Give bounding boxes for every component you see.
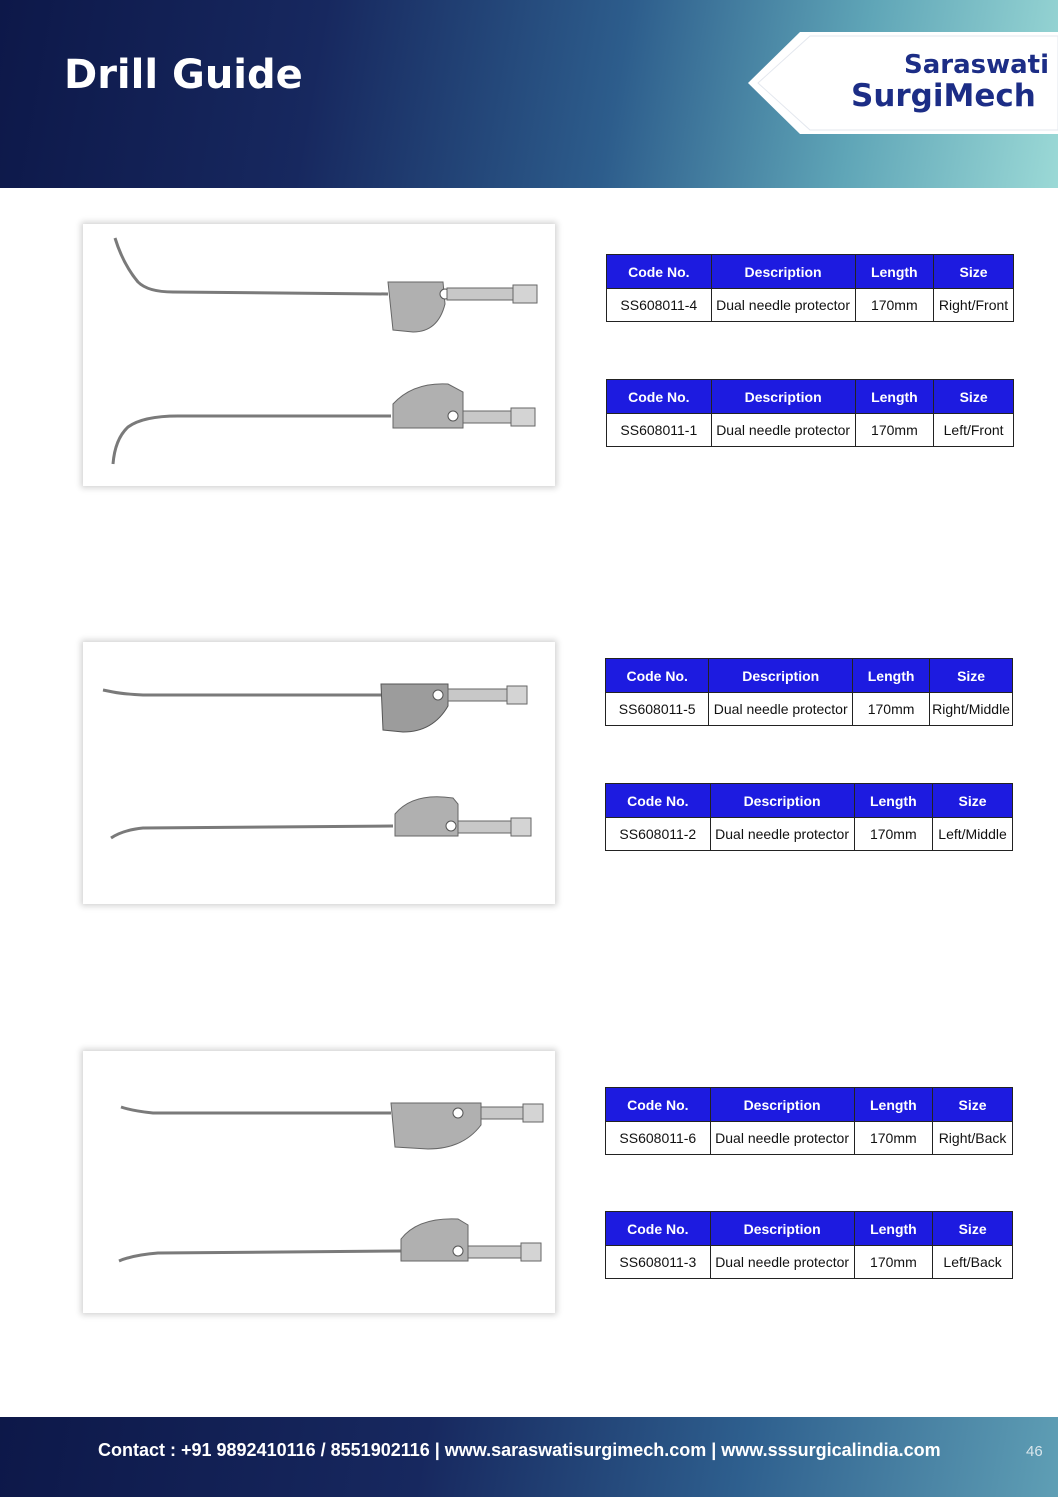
cell-description: Dual needle protector bbox=[711, 414, 855, 447]
header-description: Description bbox=[710, 1088, 854, 1122]
header-length: Length bbox=[855, 380, 934, 414]
header-size: Size bbox=[933, 1088, 1013, 1122]
table-row bbox=[607, 414, 1014, 447]
cell-length: 170mm bbox=[853, 693, 930, 726]
drill-guide-left-front bbox=[113, 384, 535, 464]
table-row bbox=[606, 1122, 1013, 1155]
cell-code: SS608011-1 bbox=[607, 414, 712, 447]
drill-guide-left-middle bbox=[111, 797, 531, 838]
header-size: Size bbox=[933, 784, 1013, 818]
contact-info: Contact : +91 9892410116 / 8551902116 | www.saraswatisurgimech.com | www.sssurgicalindia.com bbox=[98, 1440, 941, 1460]
drill-guide-left-back bbox=[119, 1219, 541, 1261]
header-description: Description bbox=[709, 659, 853, 693]
header-code-no: Code No. bbox=[606, 1212, 711, 1246]
header-description: Description bbox=[711, 255, 855, 289]
cell-code: SS608011-2 bbox=[606, 818, 711, 851]
cell-description: Dual needle protector bbox=[710, 1246, 854, 1279]
logo-text-surgimech: SurgiMech bbox=[851, 78, 1036, 114]
cell-code: SS608011-6 bbox=[606, 1122, 711, 1155]
header-description: Description bbox=[711, 380, 855, 414]
page-title: Drill Guide bbox=[64, 52, 303, 98]
cell-length: 170mm bbox=[854, 1122, 933, 1155]
header-code-no: Code No. bbox=[606, 784, 711, 818]
header-length: Length bbox=[855, 255, 934, 289]
cell-length: 170mm bbox=[854, 818, 933, 851]
cell-description: Dual needle protector bbox=[710, 1122, 854, 1155]
cell-size: Left/Middle bbox=[933, 818, 1013, 851]
cell-description: Dual needle protector bbox=[709, 693, 853, 726]
cell-length: 170mm bbox=[855, 289, 934, 322]
product-image-front bbox=[83, 224, 555, 486]
cell-size: Left/Back bbox=[933, 1246, 1013, 1279]
header-length: Length bbox=[854, 784, 933, 818]
table-row bbox=[606, 1246, 1013, 1279]
header-size: Size bbox=[933, 1212, 1013, 1246]
cell-length: 170mm bbox=[855, 414, 934, 447]
header-length: Length bbox=[854, 1088, 933, 1122]
drill-guide-right-middle bbox=[103, 684, 527, 732]
logo-text-saraswati: Saraswati bbox=[904, 50, 1050, 80]
drill-guide-right-back bbox=[121, 1103, 543, 1149]
spec-table-ss608011-4 bbox=[606, 254, 1014, 322]
cell-size: Right/Front bbox=[934, 289, 1014, 322]
product-image-middle bbox=[83, 642, 555, 904]
product-image-back bbox=[83, 1051, 555, 1313]
header-description: Description bbox=[710, 1212, 854, 1246]
header-length: Length bbox=[854, 1212, 933, 1246]
cell-description: Dual needle protector bbox=[710, 818, 854, 851]
header-size: Size bbox=[930, 659, 1013, 693]
header-size: Size bbox=[934, 255, 1014, 289]
table-row bbox=[607, 289, 1014, 322]
cell-size: Right/Back bbox=[933, 1122, 1013, 1155]
header-length: Length bbox=[853, 659, 930, 693]
cell-code: SS608011-5 bbox=[606, 693, 709, 726]
spec-table-ss608011-1 bbox=[606, 379, 1014, 447]
header-size: Size bbox=[934, 380, 1014, 414]
header-description: Description bbox=[710, 784, 854, 818]
spec-table-ss608011-5 bbox=[605, 658, 1013, 726]
header-code-no: Code No. bbox=[606, 1088, 711, 1122]
drill-guide-right-front bbox=[115, 238, 537, 332]
cell-code: SS608011-4 bbox=[607, 289, 712, 322]
cell-description: Dual needle protector bbox=[711, 289, 855, 322]
cell-code: SS608011-3 bbox=[606, 1246, 711, 1279]
cell-size: Left/Front bbox=[934, 414, 1014, 447]
header-code-no: Code No. bbox=[607, 255, 712, 289]
cell-size: Right/Middle bbox=[930, 693, 1013, 726]
header-code-no: Code No. bbox=[607, 380, 712, 414]
spec-table-ss608011-2 bbox=[605, 783, 1013, 851]
header-code-no: Code No. bbox=[606, 659, 709, 693]
page-number: 46 bbox=[1026, 1443, 1043, 1460]
table-row bbox=[606, 693, 1013, 726]
spec-table-ss608011-3 bbox=[605, 1211, 1013, 1279]
spec-table-ss608011-6 bbox=[605, 1087, 1013, 1155]
table-row bbox=[606, 818, 1013, 851]
cell-length: 170mm bbox=[854, 1246, 933, 1279]
